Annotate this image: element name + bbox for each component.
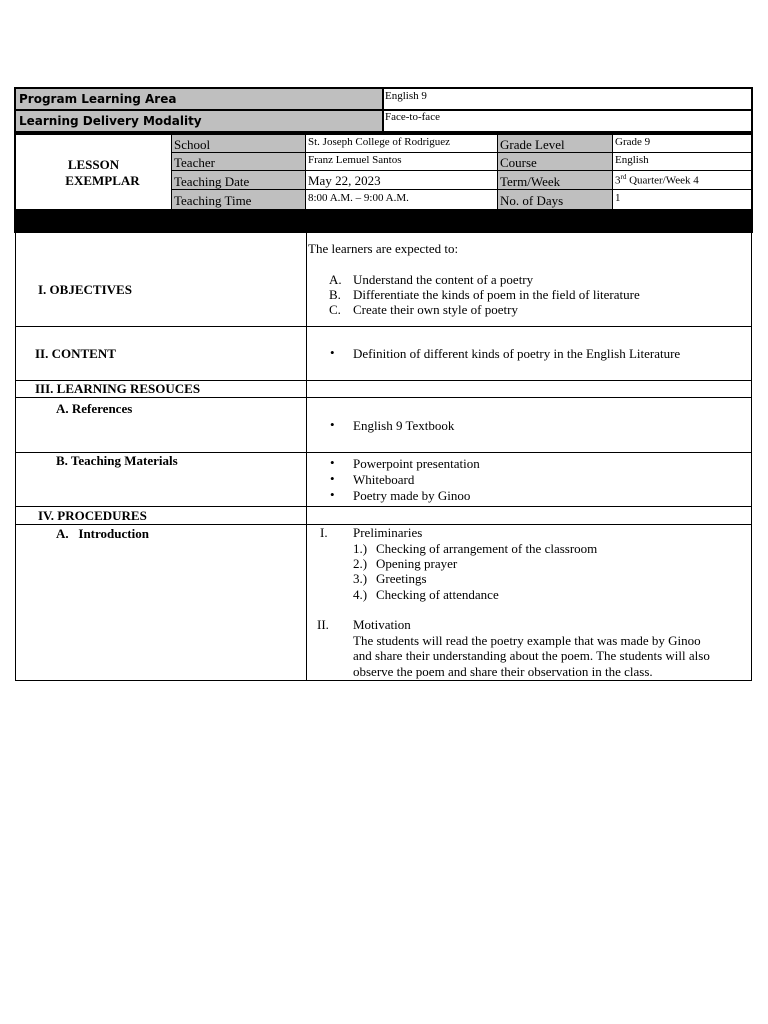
reference-item: English 9 Textbook — [353, 418, 455, 433]
preliminaries-marker: I. — [320, 525, 328, 540]
program-learning-area-label: Program Learning Area — [19, 92, 177, 106]
teacher-label: Teacher — [174, 155, 215, 170]
preliminary-text: Greetings — [376, 571, 427, 586]
delivery-modality-label: Learning Delivery Modality — [19, 114, 202, 128]
school-label: School — [174, 137, 211, 152]
motivation-line: observe the poem and share their observation in the class. — [353, 664, 653, 679]
days-value: 1 — [615, 192, 621, 204]
preliminary-marker: 1.) — [353, 541, 368, 556]
objectives-intro: The learners are expected to: — [308, 241, 459, 256]
bullet-icon: • — [330, 345, 335, 360]
objective-marker: C. — [329, 302, 341, 317]
teaching-time-label: Teaching Time — [174, 193, 252, 208]
content-item: Definition of different kinds of poetry in the English Literature — [353, 346, 681, 361]
material-item: Whiteboard — [353, 472, 415, 487]
bullet-icon: • — [330, 455, 335, 470]
preliminary-text: Opening prayer — [376, 556, 458, 571]
term-week-label: Term/Week — [500, 174, 561, 189]
school-value: St. Joseph College of Rodriguez — [308, 136, 451, 148]
material-item: Poetry made by Ginoo — [353, 488, 471, 503]
term-week-value: 3rd Quarter/Week 4 — [615, 173, 699, 187]
preliminary-marker: 4.) — [353, 587, 368, 602]
procedures-heading: IV. PROCEDURES — [38, 508, 147, 523]
motivation-line: and share their understanding about the poem. The students will also — [353, 648, 710, 663]
days-label: No. of Days — [500, 193, 564, 208]
bullet-icon: • — [330, 417, 335, 432]
objectives-heading: I. OBJECTIVES — [38, 282, 132, 297]
preliminary-text: Checking of attendance — [376, 587, 499, 602]
teaching-date-value: May 22, 2023 — [308, 173, 381, 188]
course-label: Course — [500, 155, 537, 170]
content-heading: II. CONTENT — [35, 346, 116, 361]
objective-marker: B. — [329, 287, 341, 302]
bullet-icon: • — [330, 471, 335, 486]
introduction-heading: A. Introduction — [56, 526, 149, 541]
preliminary-marker: 3.) — [353, 571, 368, 586]
delivery-modality-value: Face-to-face — [385, 111, 440, 123]
objective-text: Create their own style of poetry — [353, 302, 518, 317]
motivation-marker: II. — [317, 617, 329, 632]
section-divider-band — [14, 211, 753, 233]
preliminaries-title: Preliminaries — [353, 525, 423, 540]
objective-text: Differentiate the kinds of poem in the field of literature — [353, 287, 640, 302]
preliminary-marker: 2.) — [353, 556, 368, 571]
teaching-time-value: 8:00 A.M. – 9:00 A.M. — [308, 192, 409, 204]
grade-level-value: Grade 9 — [615, 136, 651, 148]
materials-heading: B. Teaching Materials — [56, 453, 178, 468]
objective-text: Understand the content of a poetry — [353, 272, 534, 287]
grade-level-label: Grade Level — [500, 137, 565, 152]
resources-heading: III. LEARNING RESOUCES — [35, 381, 201, 396]
lesson-exemplar-title: LESSON EXEMPLAR — [65, 157, 140, 188]
motivation-line: The students will read the poetry example that was made by Ginoo — [353, 633, 701, 648]
course-value: English — [615, 154, 649, 166]
objective-marker: A. — [329, 272, 342, 287]
program-learning-area-value: English 9 — [385, 90, 427, 102]
motivation-title: Motivation — [353, 617, 411, 632]
references-heading: A. References — [56, 401, 133, 416]
material-item: Powerpoint presentation — [353, 456, 480, 471]
preliminary-text: Checking of arrangement of the classroom — [376, 541, 598, 556]
teaching-date-label: Teaching Date — [174, 174, 250, 189]
bullet-icon: • — [330, 487, 335, 502]
teacher-value: Franz Lemuel Santos — [308, 154, 402, 166]
